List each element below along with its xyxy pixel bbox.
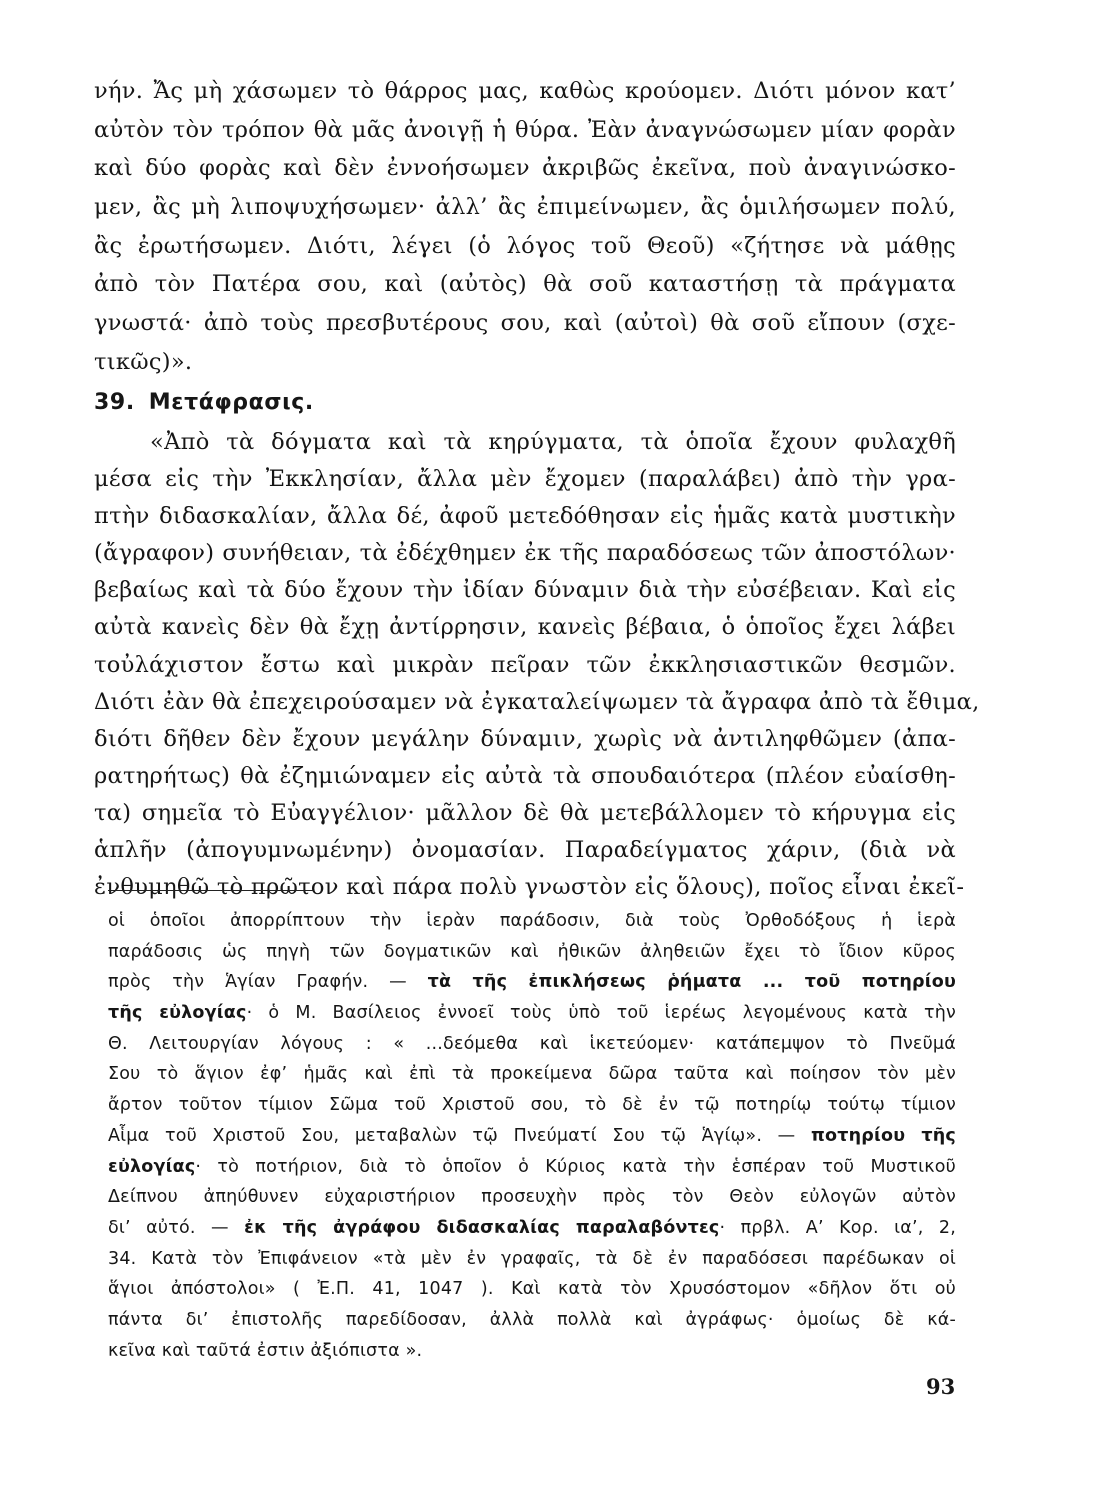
text-line: ἀπὸ τὸν Πατέρα σου, καὶ (αὐτὸς) θὰ σοῦ καταστήσῃ τὰ πράγματα [94,271,956,298]
footnote-line [108,998,956,1029]
footnote-line: Δείπνου ἀπηύθυνεν εὐχαριστήριον προσευχὴν πρὸς τὸν Θεὸν εὐλογῶν αὐτὸν [108,1187,956,1208]
footnote-text: πρὸς τὴν Ἁγίαν Γραφήν. — [108,972,428,993]
text-line: τοὐλάχιστον ἔστω καὶ μικρὰν πεῖραν τῶν ἐκκλησιαστικῶν θεσμῶν. [94,651,956,678]
text-line: μεν, ἂς μὴ λιποψυχήσωμεν· ἀλλ’ ἂς ἐπιμείνωμεν, ἂς ὁμιλήσωμεν πολύ, [94,194,956,221]
footnote-line: κεῖνα καὶ ταῦτά ἐστιν ἀξιόπιστα ». [108,1340,423,1361]
text-line: Διότι ἐὰν θὰ ἐπεχειρούσαμεν νὰ ἐγκαταλείψωμεν τὰ ἄγραφα ἀπὸ τὰ ἔθιμα, [94,688,980,715]
text-line: τικῶς)». [94,348,193,375]
footnote-line [108,967,956,998]
text-line: καὶ δύο φορὰς καὶ δὲν ἐννοήσωμεν ἀκριβῶς ἐκεῖνα, ποὺ ἀναγινώσκο- [94,155,956,182]
footnote-term: ἐκ τῆς ἀγράφου διδασκαλίας παραλαβόντες [244,1217,720,1238]
text-line: πτὴν διδασκαλίαν, ἄλλα δέ, ἀφοῦ μετεδόθησαν εἰς ἡμᾶς κατὰ μυστικὴν [94,503,956,530]
text-line: αὐτὸν τὸν τρόπον θὰ μᾶς ἀνοιγῇ ἡ θύρα. Ἐὰν ἀναγνώσωμεν μίαν φορὰν [94,116,956,143]
text-line: διότι δῆθεν δὲν ἔχουν μεγάλην δύναμιν, χωρὶς νὰ ἀντιληφθῶμεν (ἀπα- [94,725,956,752]
text-line: ἂς ἐρωτήσωμεν. Διότι, λέγει (ὁ λόγος τοῦ Θεοῦ) «ζήτησε νὰ μάθῃς [94,232,956,259]
footnote-line [108,1213,956,1244]
text-line: ρατηρήτως) θὰ ἐζημιώναμεν εἰς αὐτὰ τὰ σπουδαιότερα (πλέον εὐαίσθη- [94,762,956,789]
footnote-term: τὰ τῆς ἐπικλήσεως ῥήματα ... τοῦ ποτηρίου [427,972,956,993]
footnote-line: οἱ ὁποῖοι ἀπορρίπτουν τὴν ἱερὰν παράδοσιν, διὰ τοὺς Ὀρθοδόξους ἡ ἱερὰ [108,911,956,931]
footnote-line: παράδοσις ὡς πηγὴ τῶν δογματικῶν καὶ ἠθικῶν ἀληθειῶν ἔχει τὸ ἴδιον κῦρος [108,941,956,962]
text-line: (ἄγραφον) συνήθειαν, τὰ ἐδέχθημεν ἐκ τῆς παραδόσεως τῶν ἀποστόλων· [94,540,956,567]
footnote-text: Αἷμα τοῦ Χριστοῦ Σου, μεταβαλὼν τῷ Πνεύματί Σου τῷ Ἁγίῳ». — [108,1125,811,1146]
footnote-line: Θ. Λειτουργίαν λόγους : « ...δεόμεθα καὶ ἱκετεύομεν· κατάπεμψον τὸ Πνεῦμά [108,1033,956,1054]
footnote-line [108,1152,956,1183]
footnote-term: ποτηρίου τῆς [810,1125,956,1146]
text-line: μέσα εἰς τὴν Ἐκκλησίαν, ἄλλα μὲν ἔχομεν (παραλάβει) ἀπὸ τὴν γρα- [94,466,956,493]
text-line: νήν. Ἄς μὴ χάσωμεν τὸ θάρρος μας, καθὼς κρούομεν. Διότι μόνον κατ’ [94,78,956,104]
text-line: ἐνθυμηθῶ τὸ πρῶτον καὶ πάρα πολὺ γνωστὸν εἰς ὅλους), ποῖος εἶναι ἐκεῖ- [94,874,965,901]
text-line: «Ἀπὸ τὰ δόγματα καὶ τὰ κηρύγματα, τὰ ὁποῖα ἔχουν φυλαχθῆ [150,429,956,455]
footnote-divider [108,890,314,891]
footnote-term: εὐλογίας [108,1156,196,1177]
intro-paragraph [94,72,956,382]
footnote-line: Σου τὸ ἅγιον ἐφ’ ἡμᾶς καὶ ἐπὶ τὰ προκείμενα δῶρα ταῦτα καὶ ποίησον τὸν μὲν [108,1064,956,1085]
footnote-line: ἄρτον τοῦτον τίμιον Σῶμα τοῦ Χριστοῦ σου, τὸ δὲ ἐν τῷ ποτηρίῳ τούτῳ τίμιον [108,1095,956,1116]
footnote-line: ἅγιοι ἀπόστολοι» ( Ἐ.Π. 41, 1047 ). Καὶ κατὰ τὸν Χρυσόστομον «δῆλον ὅτι οὐ [108,1279,956,1300]
text-line: τα) σημεῖα τὸ Εὐαγγέλιον· μᾶλλον δὲ θὰ μετεβάλλομεν τὸ κήρυγμα εἰς [94,799,956,826]
footnote-text: · ὁ Μ. Βασίλειος ἐννοεῖ τοὺς ὑπὸ τοῦ ἱερέως λεγομένους κατὰ τὴν [246,1003,956,1024]
footnote-line [108,1121,956,1152]
text-line: γνωστά· ἀπὸ τοὺς πρεσβυτέρους σου, καὶ (αὐτοὶ) θὰ σοῦ εἴπουν (σχε- [94,310,956,337]
footnote-line: πάντα δι’ ἐπιστολῆς παρεδίδοσαν, ἀλλὰ πολλὰ καὶ ἀγράφως· ὁμοίως δὲ κά- [108,1309,956,1330]
footnote [108,906,956,1366]
footnote-text: · πρβλ. Α’ Κορ. ια’, 2, [719,1217,956,1238]
page-number: 93 [926,1374,956,1399]
footnote-text: δι’ αὐτό. — [108,1217,245,1238]
text-line: βεβαίως καὶ τὰ δύο ἔχουν τὴν ἰδίαν δύναμιν διὰ τὴν εὐσέβειαν. Καὶ εἰς [94,577,956,604]
footnote-term: τῆς εὐλογίας [108,1003,247,1024]
section-title: Μετάφρασις. [148,390,314,415]
section-heading [94,390,314,415]
footnote-line: 34. Κατὰ τὸν Ἐπιφάνειον «τὰ μὲν ἐν γραφαῖς, τὰ δὲ ἐν παραδόσεσι παρέδωκαν οἱ [108,1248,956,1269]
footnote-text: · τὸ ποτήριον, διὰ τὸ ὁποῖον ὁ Κύριος κατὰ τὴν ἑσπέραν τοῦ Μυστικοῦ [195,1156,956,1177]
section-number: 39. [94,390,135,415]
text-line: ἁπλῆν (ἀπογυμνωμένην) ὀνομασίαν. Παραδείγματος χάριν, (διὰ νὰ [94,837,956,864]
section-paragraph [94,424,980,906]
text-line: αὐτὰ κανεὶς δὲν θὰ ἔχῃ ἀντίρρησιν, κανεὶς βέβαια, ὁ ὁποῖος ἔχει λάβει [94,614,956,641]
